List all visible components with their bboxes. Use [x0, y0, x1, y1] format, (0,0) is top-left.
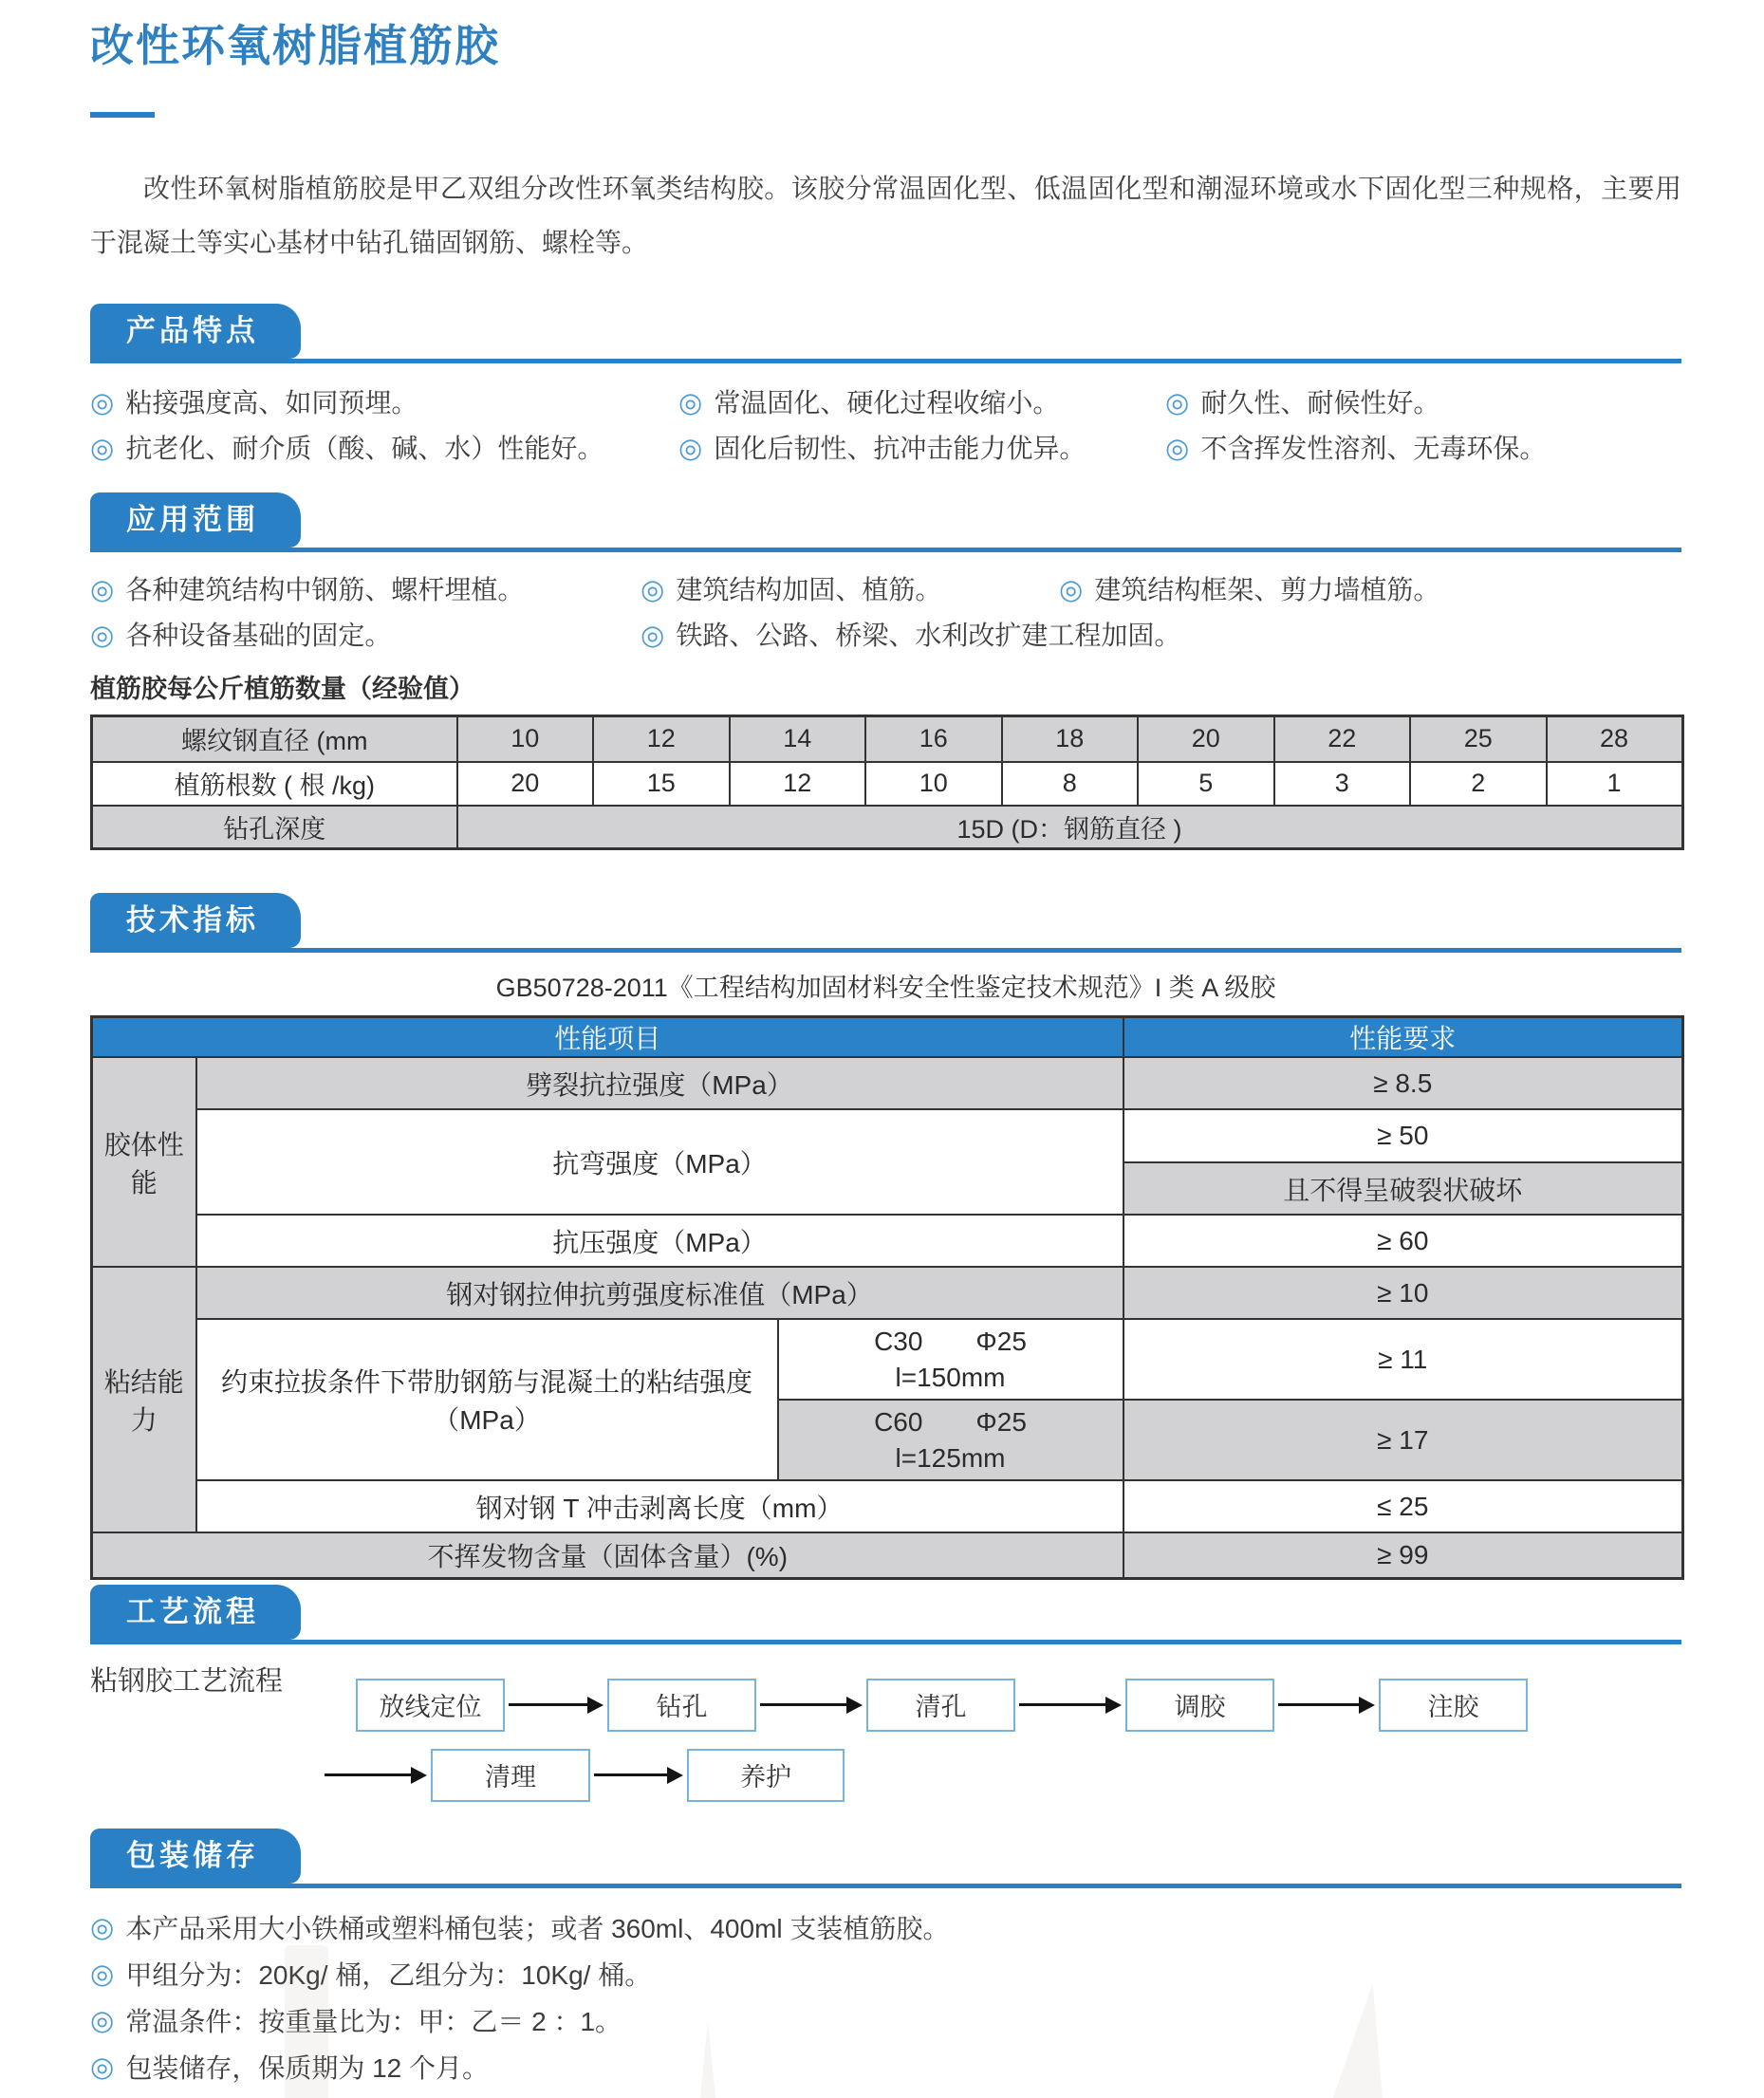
flow-step: 养护	[687, 1749, 845, 1802]
specs-heading-badge: 技术指标	[90, 893, 301, 948]
bullet-icon: ◎	[678, 388, 703, 418]
table-cell: 22	[1274, 716, 1411, 762]
bullet-icon: ◎	[1165, 434, 1190, 464]
row-header-cell: 钻孔深度	[92, 806, 457, 849]
list-item	[678, 426, 1165, 472]
intro-paragraph: 改性环氧树脂植筋胶是甲乙双组分改性环氧类结构胶。该胶分常温固化型、低温固化型和潮湿环境或水下固化型三种规格，主要用于混凝土等实心基材中钻孔锚固钢筋、螺栓等。	[90, 174, 1681, 257]
table-cell: 25	[1410, 716, 1547, 762]
flow-arrow-icon	[325, 1766, 427, 1785]
flow-step: 钻孔	[607, 1679, 756, 1732]
condition-cell	[778, 1319, 1123, 1400]
property-cell: 劈裂抗拉强度（MPa）	[196, 1057, 1123, 1109]
condition-spec: C30 Φ25	[874, 1326, 1027, 1356]
table-cell: 15	[593, 762, 730, 806]
table-cell: 3	[1274, 762, 1411, 806]
packaging-text: 本产品采用大小铁桶或塑料桶包装；或者 360ml、400ml 支装植筋胶。	[125, 1913, 950, 1943]
features-list	[90, 363, 1681, 472]
table-row	[92, 762, 1683, 806]
table-cell: 15D (D：钢筋直径 )	[457, 806, 1683, 849]
table-row	[92, 1319, 1683, 1400]
table-cell: 1	[1547, 762, 1683, 806]
section-head-applications	[90, 492, 1681, 552]
bullet-icon: ◎	[641, 621, 665, 651]
application-text: 建筑结构框架、剪力墙植筋。	[1094, 575, 1440, 604]
table-header-row	[92, 1017, 1683, 1058]
table-row	[92, 1267, 1683, 1319]
row-header-cell: 螺纹钢直径 (mm	[92, 716, 457, 762]
requirement-cell: ≥ 10	[1123, 1267, 1683, 1319]
table-cell: 12	[593, 716, 730, 762]
feature-text: 耐久性、耐候性好。	[1200, 388, 1440, 418]
list-item	[90, 426, 678, 472]
process-heading-badge: 工艺流程	[90, 1585, 301, 1640]
table-row	[92, 1532, 1683, 1578]
bullet-icon: ◎	[90, 621, 115, 651]
table-row	[92, 1057, 1683, 1109]
flow-arrow-icon	[594, 1766, 683, 1785]
list-item	[90, 567, 641, 613]
bullet-icon: ◎	[90, 575, 115, 605]
table-row	[92, 806, 1683, 849]
property-cell: 约束拉拔条件下带肋钢筋与混凝土的粘结强度（MPa）	[196, 1319, 778, 1480]
table-cell: 20	[1138, 716, 1274, 762]
bullet-icon: ◎	[90, 388, 115, 418]
list-item	[1165, 426, 1681, 472]
packaging-heading-badge: 包装储存	[90, 1829, 301, 1884]
bullet-icon: ◎	[90, 2005, 115, 2036]
requirement-cell: ≥ 17	[1123, 1400, 1683, 1480]
feature-text: 固化后韧性、抗冲击能力优异。	[714, 434, 1086, 463]
flow-arrow-icon	[1019, 1696, 1122, 1715]
property-cell: 抗压强度（MPa）	[196, 1215, 1123, 1267]
column-header: 性能项目	[92, 1017, 1123, 1058]
application-text: 建筑结构加固、植筋。	[676, 575, 942, 604]
condition-spec: C60 Φ25	[874, 1406, 1027, 1437]
table-cell: 2	[1410, 762, 1547, 806]
flow-step: 放线定位	[356, 1679, 505, 1732]
packaging-text: 包装储存，保质期为 12 个月。	[125, 2052, 490, 2083]
flow-arrow-icon	[1278, 1696, 1375, 1715]
packaging-text: 甲组分为：20Kg/ 桶，乙组分为：10Kg/ 桶。	[125, 1959, 652, 1990]
list-item	[641, 567, 1059, 613]
property-cell: 不挥发物含量（固体含量）(%)	[92, 1532, 1123, 1578]
page-title: 改性环氧树脂植筋胶	[90, 21, 500, 70]
application-text: 铁路、公路、桥梁、水利改扩建工程加固。	[676, 621, 1181, 650]
group-header-cell: 胶体性能	[92, 1057, 196, 1267]
specs-standard-line: GB50728-2011《工程结构加固材料安全性鉴定技术规范》I 类 A 级胶	[495, 974, 1276, 1002]
application-text: 各种设备基础的固定。	[125, 621, 392, 650]
list-item	[1165, 381, 1681, 426]
process-flowchart	[90, 1660, 1681, 1821]
table-cell: 12	[730, 762, 866, 806]
table-cell: 10	[457, 716, 594, 762]
list-item	[90, 1905, 1681, 1952]
flow-arrow-icon	[760, 1696, 863, 1715]
list-item	[1059, 567, 1681, 613]
table-cell: 18	[1002, 716, 1139, 762]
feature-text: 常温固化、硬化过程收缩小。	[714, 388, 1060, 418]
list-item	[678, 381, 1165, 426]
flow-step: 调胶	[1125, 1679, 1274, 1732]
feature-text: 粘接强度高、如同预埋。	[125, 388, 418, 418]
features-heading-badge: 产品特点	[90, 304, 301, 359]
dosage-table	[90, 715, 1684, 850]
list-item	[90, 2045, 1681, 2091]
list-item	[90, 381, 678, 426]
title-underline	[90, 112, 155, 118]
bullet-icon: ◎	[90, 434, 115, 464]
condition-length: l=125mm	[895, 1442, 1006, 1473]
group-header-cell: 粘结能力	[92, 1267, 196, 1532]
row-header-cell: 植筋根数 ( 根 /kg)	[92, 762, 457, 806]
specs-table	[90, 1015, 1684, 1580]
dosage-table-title: 植筋胶每公斤植筋数量（经验值）	[90, 675, 474, 703]
flow-arrow-icon	[509, 1696, 603, 1715]
section-head-process	[90, 1585, 1681, 1644]
table-cell: 14	[730, 716, 866, 762]
bullet-icon: ◎	[1165, 388, 1190, 418]
condition-cell	[778, 1400, 1123, 1480]
table-cell: 20	[457, 762, 594, 806]
table-cell: 8	[1002, 762, 1139, 806]
flow-subtitle: 粘钢胶工艺流程	[90, 1665, 284, 1697]
table-cell: 10	[865, 762, 1002, 806]
condition-length: l=150mm	[895, 1362, 1006, 1392]
requirement-cell: ≥ 11	[1123, 1319, 1683, 1400]
feature-text: 不含挥发性溶剂、无毒环保。	[1200, 434, 1547, 463]
bullet-icon: ◎	[641, 575, 665, 605]
requirement-cell: 且不得呈破裂状破坏	[1123, 1162, 1683, 1215]
bullet-icon: ◎	[1059, 575, 1084, 605]
table-row	[92, 1109, 1683, 1162]
table-cell: 28	[1547, 716, 1683, 762]
bullet-icon: ◎	[90, 2052, 115, 2083]
list-item	[641, 613, 1681, 659]
requirement-cell: ≥ 50	[1123, 1109, 1683, 1162]
section-head-features	[90, 304, 1681, 363]
table-row	[92, 1480, 1683, 1532]
list-item	[90, 1998, 1681, 2045]
table-row	[92, 716, 1683, 762]
requirement-cell: ≥ 99	[1123, 1532, 1683, 1578]
property-cell: 抗弯强度（MPa）	[196, 1109, 1123, 1215]
table-cell: 16	[865, 716, 1002, 762]
application-text: 各种建筑结构中钢筋、螺杆埋植。	[125, 575, 525, 604]
list-item	[90, 613, 641, 659]
section-head-specs	[90, 893, 1681, 953]
table-row	[92, 1215, 1683, 1267]
requirement-cell: ≤ 25	[1123, 1480, 1683, 1532]
feature-text: 抗老化、耐介质（酸、碱、水）性能好。	[125, 434, 604, 463]
column-header: 性能要求	[1123, 1017, 1683, 1058]
list-item	[90, 1952, 1681, 1998]
property-cell: 钢对钢 T 冲击剥离长度（mm）	[196, 1480, 1123, 1532]
flow-step: 清理	[431, 1749, 590, 1802]
section-head-packaging	[90, 1829, 1681, 1888]
flow-step: 注胶	[1379, 1679, 1528, 1732]
packaging-list	[90, 1888, 1681, 2091]
bullet-icon: ◎	[90, 1959, 115, 1990]
property-cell: 钢对钢拉伸抗剪强度标准值（MPa）	[196, 1267, 1123, 1319]
applications-heading-badge: 应用范围	[90, 492, 301, 548]
requirement-cell: ≥ 8.5	[1123, 1057, 1683, 1109]
requirement-cell: ≥ 60	[1123, 1215, 1683, 1267]
bullet-icon: ◎	[90, 1912, 115, 1943]
table-cell: 5	[1138, 762, 1274, 806]
flow-step: 清孔	[866, 1679, 1015, 1732]
watermark-tower-icon	[285, 1945, 328, 2098]
bullet-icon: ◎	[678, 434, 703, 464]
packaging-text: 常温条件：按重量比为：甲：乙＝ 2 ：1。	[125, 2006, 622, 2036]
applications-list	[90, 552, 1681, 659]
